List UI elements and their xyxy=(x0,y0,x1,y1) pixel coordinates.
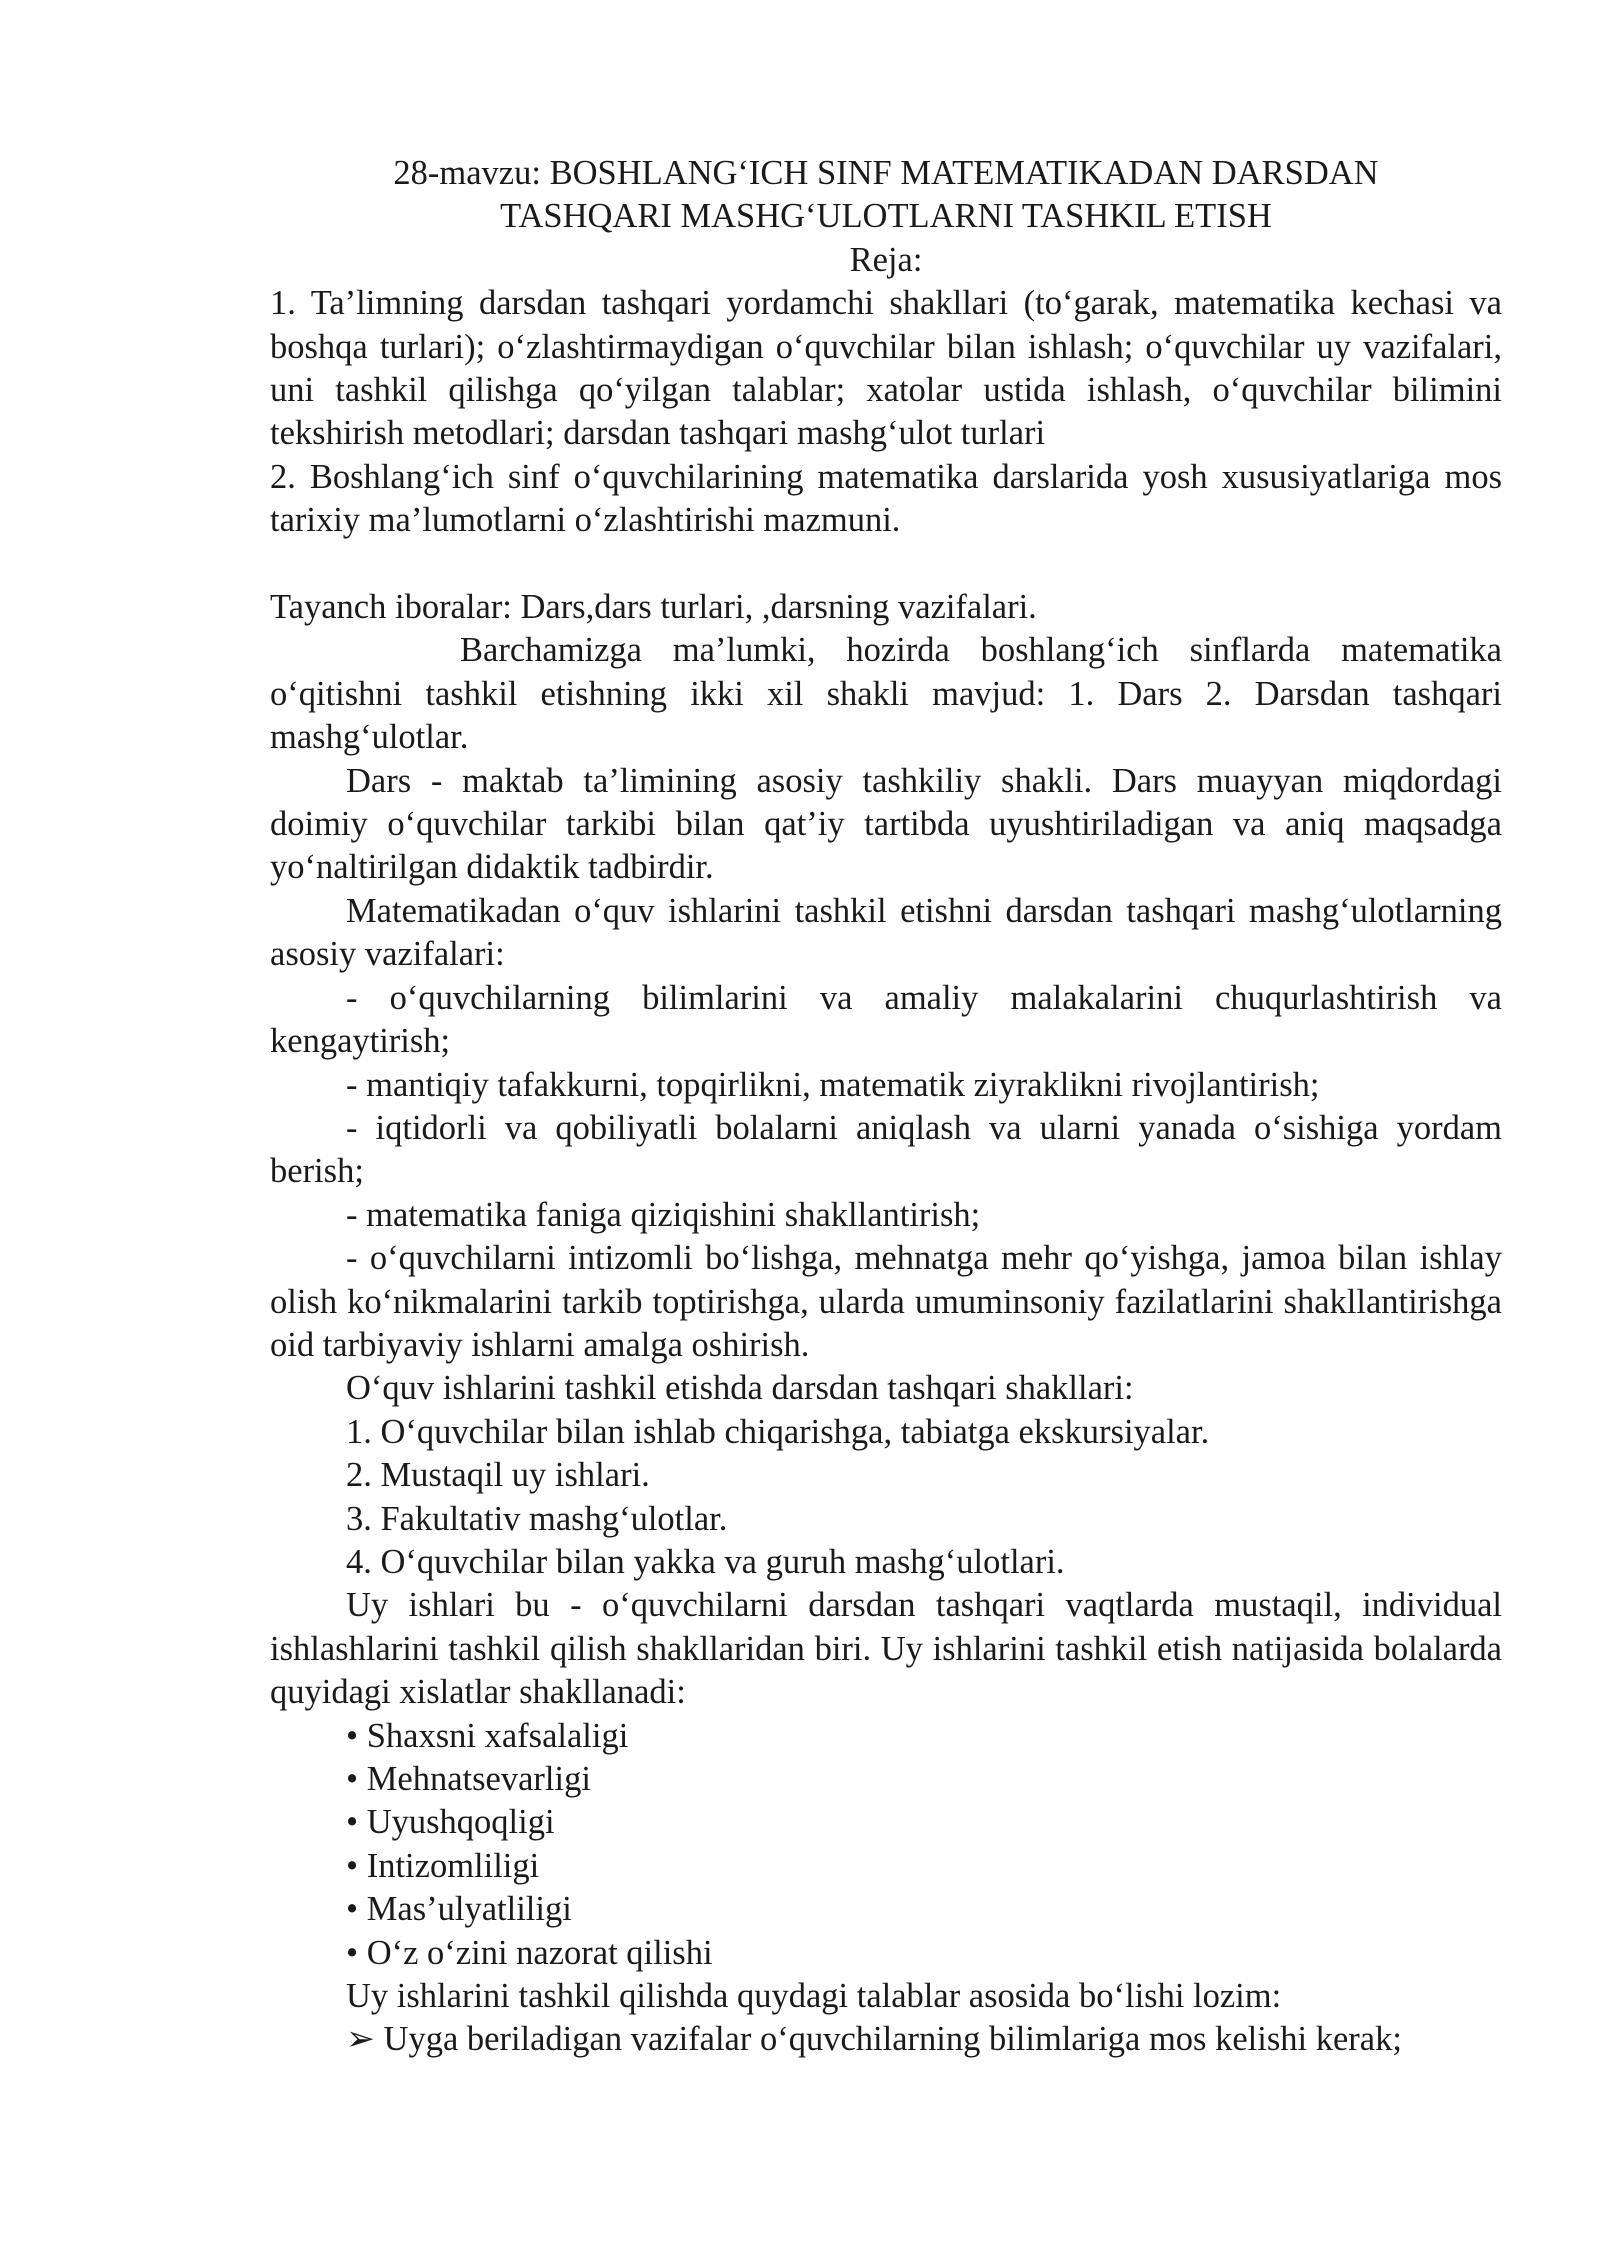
form-item-2: 2. Mustaqil uy ishlari. xyxy=(346,1456,650,1495)
quality-item-4: • Intizomliligi xyxy=(270,1845,1502,1888)
task-item-4: - matematika faniga qiziqishini shakllantirish; xyxy=(346,1195,981,1234)
quality-item-1: • Shaxsni xafsalaligi xyxy=(270,1715,1502,1758)
quality-item-2: • Mehnatsevarligi xyxy=(270,1758,1502,1801)
form-item-1: 1. O‘quvchilar bilan ishlab chiqarishga, tabiatga ekskursiyalar. xyxy=(346,1412,1210,1451)
form-item-3: 3. Fakultativ mashg‘ulotlar. xyxy=(346,1499,728,1538)
task-item-2: - mantiqiy tafakkurni, topqirlikni, matematik ziyraklikni rivojlantirish; xyxy=(346,1065,1320,1104)
paragraph-tasks-intro: Matematikadan o‘quv ishlarini tashkil etishni darsdan tashqari mashg‘ulotlarning asosiy vazifalari: xyxy=(270,891,1502,974)
paragraph-forms-intro: O‘quv ishlarini tashkil etishda darsdan tashqari shakllari: xyxy=(346,1369,1134,1408)
quality-item-3: • Uyushqoqligi xyxy=(270,1801,1502,1844)
document-title-line-1: 28-mavzu: BOSHLANG‘ICH SINF MATEMATIKADAN DARSDAN xyxy=(393,154,1379,192)
document-title-line-2: TASHQARI MASHG‘ULOTLARNI TASHKIL ETISH xyxy=(500,197,1272,236)
quality-item-5: • Mas’ulyatliligi xyxy=(270,1888,1502,1931)
task-item-1: - o‘quvchilarning bilimlarini va amaliy malakalarini chuqurlashtirish va kengaytirish; xyxy=(270,978,1502,1061)
spacer xyxy=(270,543,1502,586)
form-item-4: 4. O‘quvchilar bilan yakka va guruh mashg‘ulotlari. xyxy=(346,1542,1065,1581)
requirement-item-1: ➢ Uyga beriladigan vazifalar o‘quvchilarning bilimlariga mos kelishi kerak; xyxy=(270,2018,1502,2061)
plan-item-2: 2. Boshlang‘ich sinf o‘quvchilarining matematika darslarida yosh xususiyatlariga mos tarixiy ma’lumotlarni o‘zlashtirishi mazmuni. xyxy=(270,457,1502,540)
paragraph-intro: Barchamizga ma’lumki, hozirda boshlang‘ich sinflarda matematika o‘qitishni tashkil etishning ikki xil shakli mavjud: 1. Dars 2. Darsdan tashqari mashg‘ulotlar. xyxy=(270,631,1502,757)
paragraph-dars: Dars - maktab ta’limining asosiy tashkiliy shakli. Dars muayyan miqdordagi doimiy o‘quvchilar tarkibi bilan qat’iy tartibda uyushtiriladigan va aniq maqsadga yo‘naltirilgan didaktik tadbirdir. xyxy=(270,761,1502,887)
task-item-5: - o‘quvchilarni intizomli bo‘lishga, mehnatga mehr qo‘yishga, jamoa bilan ishlay olish ko‘nikmalarini tarkib toptirishga, ularda umuminsoniy fazilatlarini shakllantirishga oid tarbiyaviy ishlarni amalga oshirish. xyxy=(270,1239,1502,1364)
keywords: Tayanch iboralar: Dars,dars turlari, ,darsning vazifalari. xyxy=(270,588,1037,627)
paragraph-homework: Uy ishlari bu - o‘quvchilarni darsdan tashqari vaqtlarda mustaqil, individual ishlashlarini tashkil qilish shakllaridan biri. Uy ishlarini tashkil etish natijasida bolalarda quyidagi xislatlar shakllanadi: xyxy=(270,1586,1502,1712)
plan-heading: Reja: xyxy=(849,240,923,279)
document-page xyxy=(270,152,1502,2062)
plan-item-1: 1. Ta’limning darsdan tashqari yordamchi shakllari (to‘garak, matematika kechasi va boshqa turlari); o‘zlashtirmaydigan o‘quvchilar bilan ishlash; o‘quvchilar uy vazifalari, uni tashkil qilishga qo‘yilgan talablar; xatolar ustida ishlash, o‘quvchilar bilimini tekshirish metodlari; darsdan tashqari mashg‘ulot turlari xyxy=(270,284,1502,453)
task-item-3: - iqtidorli va qobiliyatli bolalarni aniqlash va ularni yanada o‘sishiga yordam berish; xyxy=(270,1108,1502,1191)
quality-item-6: • O‘z o‘zini nazorat qilishi xyxy=(270,1932,1502,1975)
paragraph-requirements-intro: Uy ishlarini tashkil qilishda quydagi talablar asosida bo‘lishi lozim: xyxy=(346,1977,1282,2016)
